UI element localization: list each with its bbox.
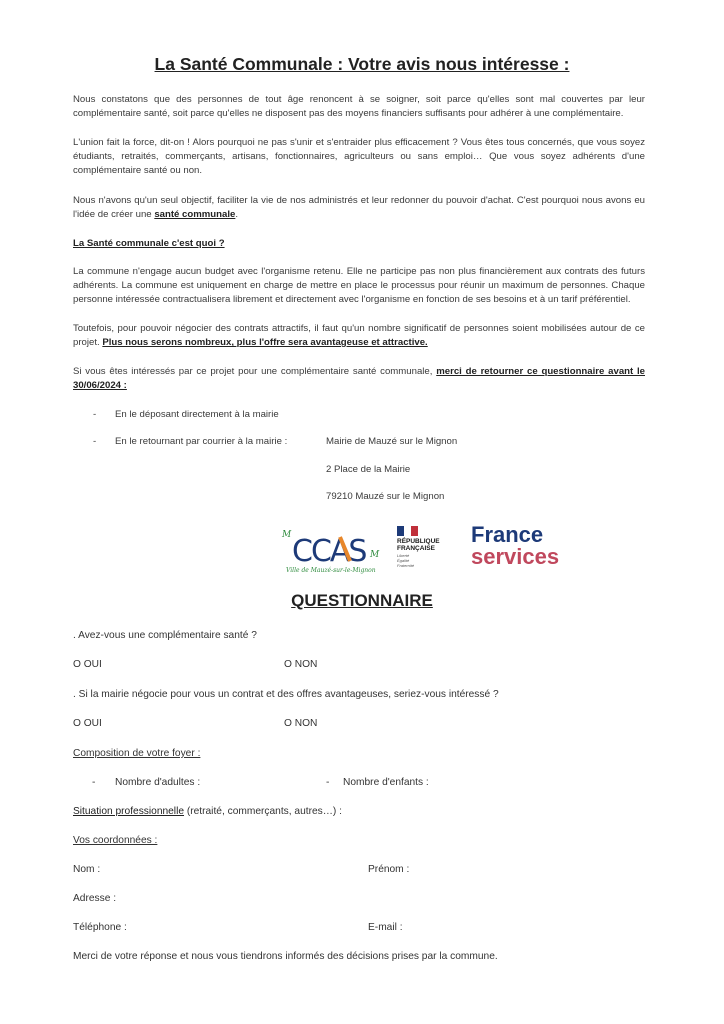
q2-yes-option[interactable]: O OUI	[73, 718, 102, 729]
section-heading: La Santé communale c'est quoi ?	[73, 238, 225, 249]
ccas-text: CCAS	[292, 534, 366, 569]
option-mail: En le retournant par courrier à la mairie :	[115, 436, 288, 447]
marianne-flag-icon	[397, 526, 419, 536]
rf-line-2: FRANÇAISE	[397, 545, 435, 552]
rf-motto-3: Fraternité	[397, 563, 415, 568]
prenom-field[interactable]: Prénom :	[368, 864, 410, 875]
questionnaire-title: QUESTIONNAIRE	[291, 591, 433, 610]
adresse-field[interactable]: Adresse :	[73, 893, 117, 904]
children-field[interactable]: Nombre d'enfants :	[343, 777, 429, 788]
situation-label: Situation professionnelle	[73, 806, 185, 817]
republique-francaise-logo	[395, 526, 457, 572]
foyer-heading: Composition de votre foyer :	[73, 748, 201, 759]
telephone-field[interactable]: Téléphone :	[73, 922, 127, 933]
nom-field[interactable]: Nom :	[73, 864, 101, 875]
intro-paragraph: Nous constatons que des personnes de tout âge renoncent à se soigner, soit parce qu'elles sont mal couvertes par leur complémentaire santé, soit parce qu'elles ne disposent pas des moyens financiers suffisants pour adhérer à une complémentaire.	[73, 94, 645, 119]
address-line-3: 79210 Mauzé sur le Mignon	[326, 491, 445, 502]
page-title: La Santé Communale : Votre avis nous intéresse :	[154, 54, 570, 74]
email-field[interactable]: E-mail :	[368, 922, 403, 933]
q1-no-option[interactable]: O NON	[284, 659, 318, 670]
option-deposit: En le déposant directement à la mairie	[115, 409, 279, 420]
france-services-logo	[471, 524, 571, 572]
france-services-line-2: services	[471, 544, 560, 569]
children-bullet: -	[326, 777, 330, 788]
question-2: . Si la mairie négocie pour vous un contrat et des offres avantageuses, seriez-vous intéressé ?	[73, 689, 499, 700]
coordinates-heading: Vos coordonnées :	[73, 835, 158, 846]
situation-hint: (retraité, commerçants, autres…) :	[184, 806, 342, 817]
ccas-subtitle: Ville de Mauzé-sur-le-Mignon	[286, 567, 376, 574]
rf-motto-1: Liberté	[397, 553, 410, 558]
q1-yes-option[interactable]: O OUI	[73, 659, 102, 670]
union-paragraph: L'union fait la force, dit-on ! Alors pourquoi ne pas s'unir et s'entraider plus efficacement ? Vous êtes tous concernés, que vous soyez étudiants, retraités, commerçants, artisans, fonctionnaires, agriculteurs ou sans emploi… Que vous soyez adhérents d'une complémentaire santé ou non.	[73, 137, 645, 176]
deadline-highlight: merci de retourner ce questionnaire avant le 30/06/2024 :	[73, 366, 645, 391]
svg-text:M: M	[282, 530, 292, 540]
address-line-2: 2 Place de la Mairie	[326, 464, 411, 475]
closing-message: Merci de votre réponse et nous vous tiendrons informés des décisions prises par la commune.	[73, 951, 498, 962]
option-bullet-2: -	[93, 436, 97, 447]
adults-bullet: -	[92, 777, 96, 788]
situation-field[interactable]	[73, 806, 342, 817]
objective-paragraph: Nous n'avons qu'un seul objectif, faciliter la vie de nos administrés et leur redonner du pouvoir d'achat. C'est pourquoi nous avons eu l'idée de créer une santé communale.	[73, 195, 645, 220]
rf-line-1: RÉPUBLIQUE	[397, 538, 440, 545]
adults-field[interactable]: Nombre d'adultes :	[115, 777, 201, 788]
ccas-logo-graphic	[278, 525, 388, 575]
description-paragraph: La commune n'engage aucun budget avec l'organisme retenu. Elle ne participe pas non plus financièrement aux contrats des futurs adhérents. La commune est uniquement en charge de mettre en place le processus pour réunir un maximum de personnes. Chaque personne intéressée contractualisera librement et directement avec l'organisme en fonction de ses besoins et à un tarif préférentiel.	[73, 266, 645, 305]
deadline-paragraph: Si vous êtes intéressés par ce projet pour une complémentaire santé communale, merci de retourner ce questionnaire avant le 30/06/2024 :	[73, 366, 645, 391]
svg-text:M: M	[370, 550, 380, 560]
ccas-logo	[278, 525, 388, 575]
rf-motto-2: Égalité	[397, 558, 410, 563]
option-bullet-1: -	[93, 409, 97, 420]
address-line-1: Mairie de Mauzé sur le Mignon	[326, 436, 458, 447]
mobilisation-highlight: Plus nous serons nombreux, plus l'offre sera avantageuse et attractive.	[102, 337, 428, 348]
question-1: . Avez-vous une complémentaire santé ?	[73, 630, 257, 641]
mobilisation-paragraph: Toutefois, pour pouvoir négocier des contrats attractifs, il faut qu'un nombre significatif de personnes soient mobilisées autour de ce projet. Plus nous serons nombreux, plus l'offre sera avantageuse et attractive.	[73, 323, 645, 348]
q2-no-option[interactable]: O NON	[284, 718, 318, 729]
france-services-line-1: France	[471, 522, 544, 547]
sante-communale-highlight: santé communale	[154, 209, 236, 220]
